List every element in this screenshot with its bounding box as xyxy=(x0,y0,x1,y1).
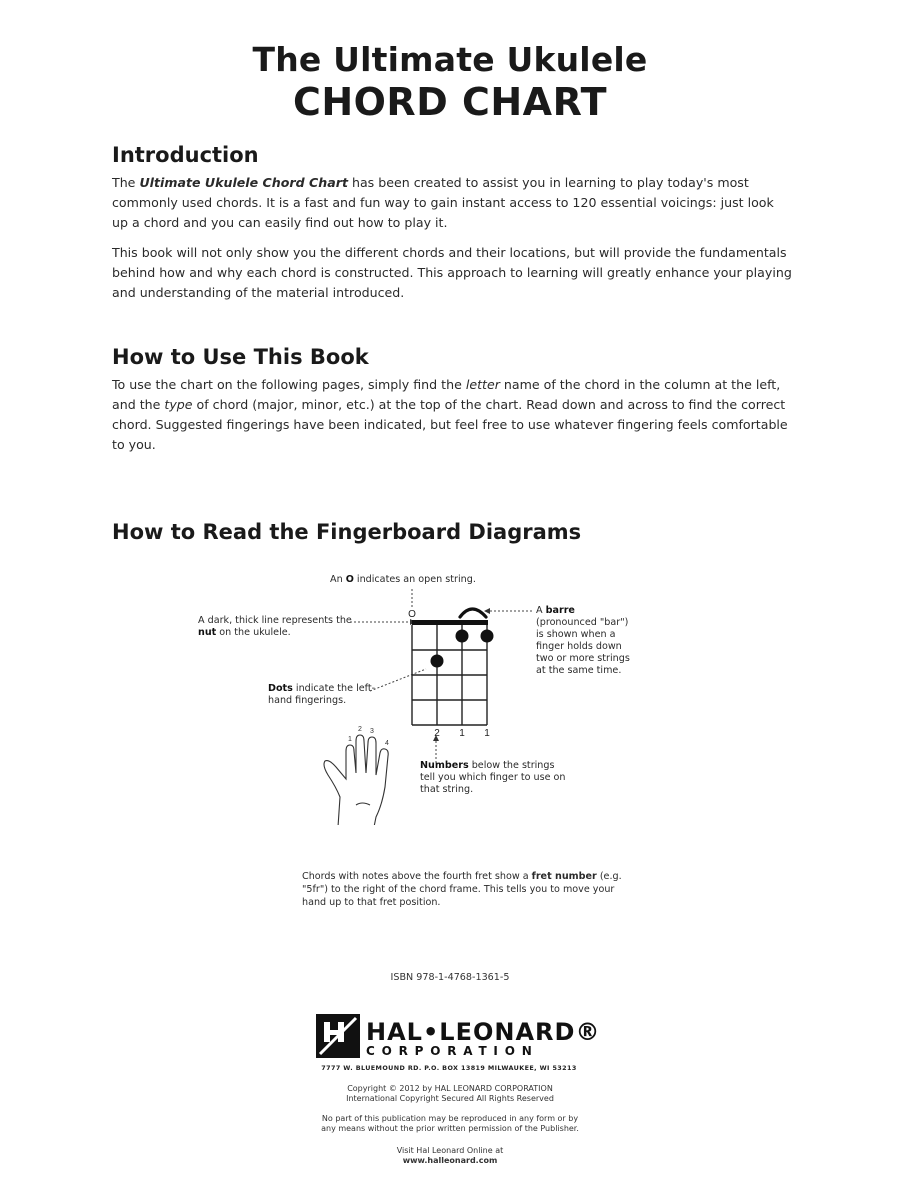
rights-line-2: any means without the prior written permission of the Publisher. xyxy=(321,1124,579,1133)
website-link[interactable]: www.halleonard.com xyxy=(402,1156,498,1165)
fingerboard-heading: How to Read the Fingerboard Diagrams xyxy=(112,520,582,544)
ann-numbers-bold: Numbers xyxy=(420,760,469,771)
publisher-address: 7777 W. BLUEMOUND RD. P.O. BOX 13819 MILWAUKEE, WI 53213 xyxy=(321,1064,577,1072)
ann-open-post: indicates an open string. xyxy=(353,574,476,585)
ann-nut-pre: A dark, thick line represents the xyxy=(198,615,352,626)
htu-part-1: To use the chart on the following pages, simply find the xyxy=(112,377,466,392)
fret-note-bold: fret number xyxy=(531,871,597,882)
rights-block xyxy=(0,1114,900,1134)
ann-open-pre: An xyxy=(330,574,346,585)
introduction-section xyxy=(112,143,792,313)
finger-dot xyxy=(481,630,494,643)
open-string-symbol: O xyxy=(408,609,416,620)
finger-number: 1 xyxy=(484,728,490,739)
book-title-emphasis: Ultimate Ukulele Chord Chart xyxy=(139,175,348,190)
isbn: ISBN 978-1-4768-1361-5 xyxy=(390,972,510,983)
intro-p1-lead: The xyxy=(112,175,140,190)
htu-part-2: name of the chord in the column at the left, and the xyxy=(112,377,781,412)
how-to-use-heading: How to Use This Book xyxy=(112,345,369,369)
fingerboard-section xyxy=(112,520,792,550)
fret-note-pre: Chords with notes above the fourth fret show a xyxy=(302,871,532,882)
finger-dot xyxy=(456,630,469,643)
publisher-name: HAL•LEONARD® xyxy=(366,1018,601,1046)
nut-line xyxy=(412,620,488,625)
how-to-use-paragraph xyxy=(112,375,792,455)
chord-frame-drawing xyxy=(190,565,630,825)
website-block xyxy=(0,1146,900,1166)
publisher-logo xyxy=(316,1014,601,1074)
title-block xyxy=(0,40,900,124)
ann-dots-bold: Dots xyxy=(268,683,293,694)
fret-number-note xyxy=(302,870,622,909)
hand-outline xyxy=(324,735,388,825)
introduction-heading: Introduction xyxy=(112,143,259,167)
hand-icon xyxy=(324,735,388,825)
htu-part-3: of chord (major, minor, etc.) at the top of the chart. Read down and across to find the correct chord. Suggested fingerings have been indicated, but feel free to use whatever fingering feels comfortable to you. xyxy=(112,397,788,452)
finger-dot xyxy=(431,655,444,668)
finger-number: 1 xyxy=(459,728,465,739)
ann-barre-bold: barre xyxy=(545,605,575,616)
hand-finger-number: 3 xyxy=(370,728,374,735)
palm-line xyxy=(356,803,370,805)
visit-line: Visit Hal Leonard Online at xyxy=(396,1146,504,1155)
intro-p1-rest: has been created to assist you in learning to play today's most commonly used chords. It is a fast and fun way to gain instant access to 120 essential voicings: just look up a chord and you can easily find out how to play it. xyxy=(112,175,774,230)
copyright-line-1: Copyright © 2012 by HAL LEONARD CORPORATION xyxy=(347,1084,553,1093)
ann-barre-pre: A xyxy=(536,605,546,616)
barre-pointer-arrowhead xyxy=(484,608,490,614)
fingerboard-diagram xyxy=(190,565,630,825)
hal-leonard-mark-icon xyxy=(316,1014,360,1058)
fret-note-post: (e.g. "5fr") to the right of the chord frame. This tells you to move your hand up to that fret position. xyxy=(302,871,622,908)
ann-dots-post: indicate the left-hand fingerings. xyxy=(268,683,376,706)
introduction-paragraph-1 xyxy=(112,173,792,233)
htu-type-emphasis: type xyxy=(164,397,193,412)
htu-letter-emphasis: letter xyxy=(465,377,500,392)
ann-nut-bold: nut xyxy=(198,627,217,638)
publisher-corporation: CORPORATION xyxy=(366,1044,539,1058)
introduction-paragraph-2: This book will not only show you the different chords and their locations, but will provide the fundamentals behind how and why each chord is constructed. This approach to learning will greatly enhance your playing and understanding of the material introduced. xyxy=(112,245,792,300)
barre-arc xyxy=(460,609,486,617)
rights-line-1: No part of this publication may be reproduced in any form or by xyxy=(321,1114,579,1123)
title-line-1: The Ultimate Ukulele xyxy=(252,40,648,79)
finger-number: 2 xyxy=(434,728,440,739)
ann-numbers-post: below the strings tell you which finger to use on that string. xyxy=(420,760,566,795)
hand-finger-number: 1 xyxy=(348,736,352,743)
hand-finger-number: 4 xyxy=(385,740,389,747)
copyright-line-2: International Copyright Secured All Rights Reserved xyxy=(346,1094,554,1103)
dots-pointer xyxy=(370,669,426,691)
how-to-use-section xyxy=(112,345,792,465)
hand-finger-number: 2 xyxy=(358,726,362,733)
title-line-2: CHORD CHART xyxy=(292,80,608,124)
copyright-block xyxy=(0,1084,900,1104)
ann-open-bold: O xyxy=(345,574,354,585)
ann-nut-post: on the ukulele. xyxy=(216,627,291,638)
ann-barre-post: (pronounced "bar") is shown when a finger holds down two or more strings at the same time. xyxy=(536,617,630,676)
